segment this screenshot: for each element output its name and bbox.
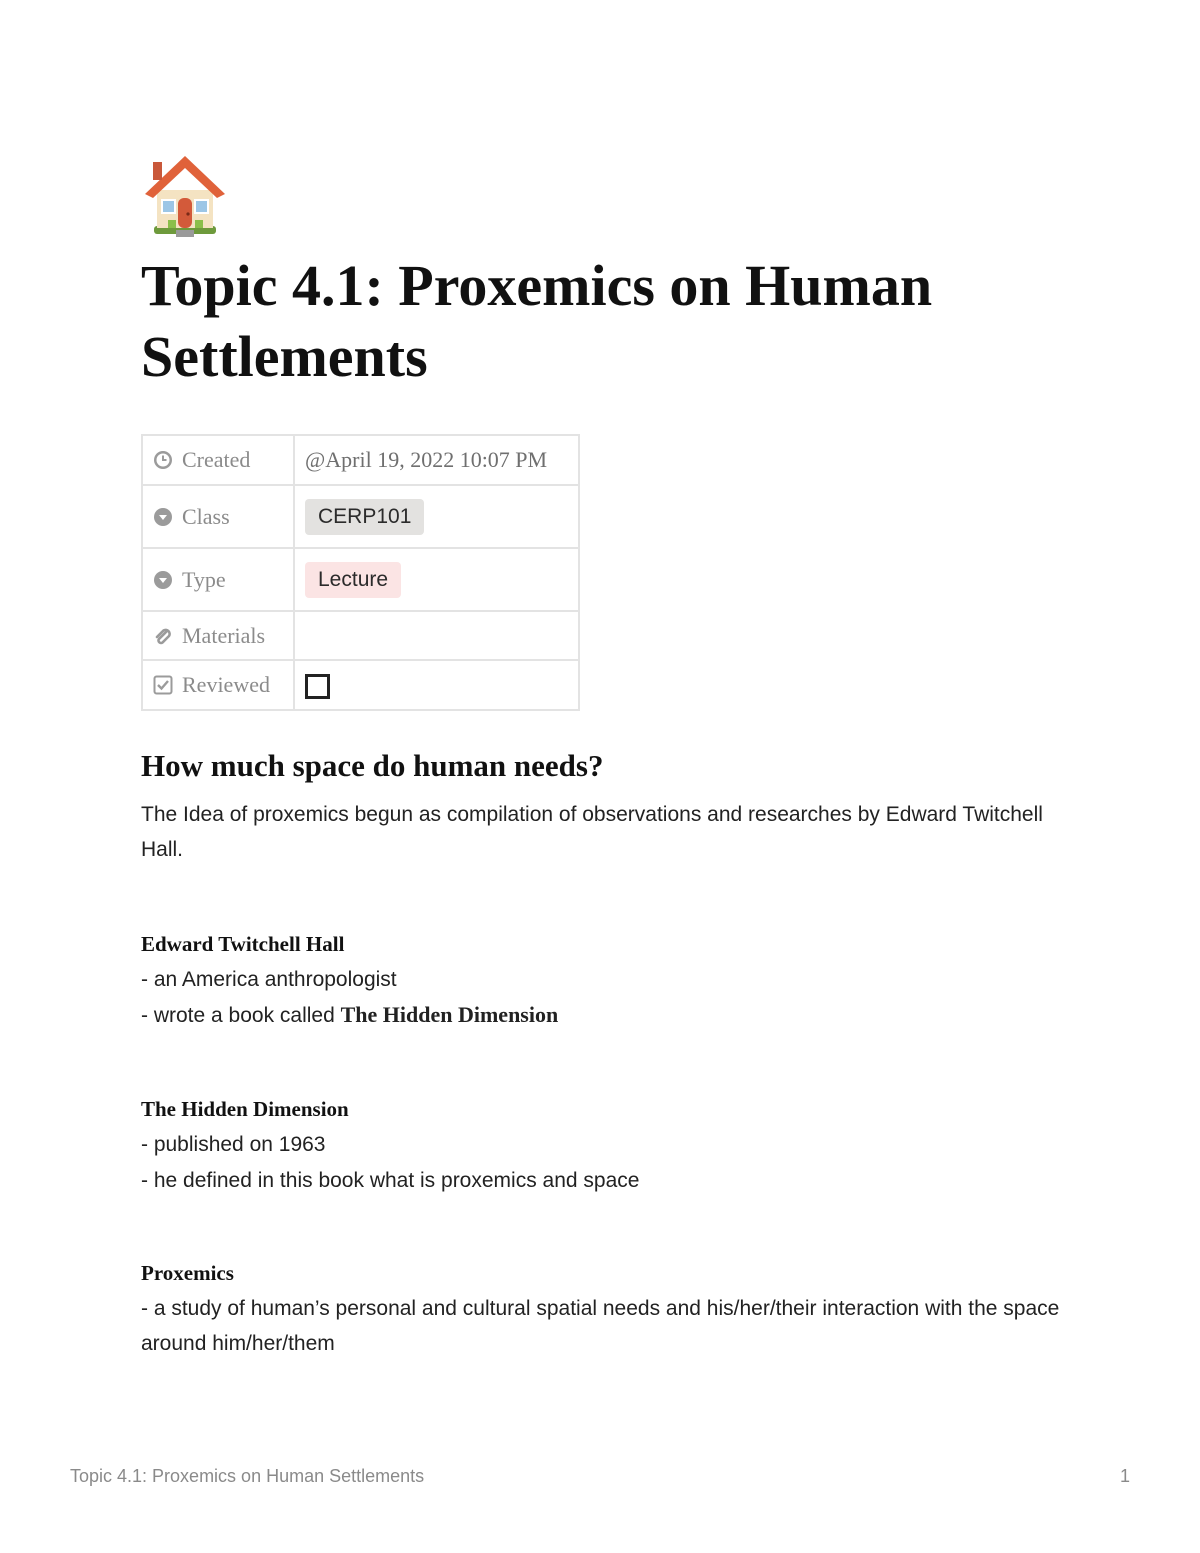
property-label: Class bbox=[182, 503, 230, 529]
list-item: - a study of human’s personal and cultural spatial needs and his/her/their interaction with the space around him/her/them bbox=[141, 1297, 1060, 1355]
page-title: Topic 4.1: Proxemics on Human Settlements bbox=[141, 253, 933, 389]
property-label: Reviewed bbox=[182, 672, 270, 697]
checkbox-icon bbox=[153, 675, 173, 695]
paperclip-icon bbox=[153, 626, 173, 646]
property-row-reviewed bbox=[142, 660, 579, 710]
book-title: The Hidden Dimension bbox=[340, 1002, 559, 1027]
property-row-created bbox=[142, 435, 579, 485]
property-row-class bbox=[142, 485, 579, 548]
property-row-type bbox=[142, 548, 579, 611]
list-item: - an America anthropologist bbox=[141, 968, 397, 991]
subheading-hidden-dimension: The Hidden Dimension bbox=[141, 1097, 349, 1121]
select-icon bbox=[153, 570, 173, 590]
property-row-materials bbox=[142, 611, 579, 660]
property-label: Type bbox=[182, 566, 226, 592]
subheading-proxemics: Proxemics bbox=[141, 1261, 234, 1285]
page-number: 1 bbox=[1119, 1466, 1130, 1486]
reviewed-checkbox[interactable] bbox=[305, 674, 330, 699]
property-key-class bbox=[142, 485, 294, 548]
subheading-edward-hall: Edward Twitchell Hall bbox=[141, 932, 345, 956]
section-heading: How much space do human needs? bbox=[141, 748, 604, 783]
property-label: Materials bbox=[182, 622, 266, 648]
property-value-reviewed bbox=[294, 660, 579, 710]
property-value-type bbox=[294, 548, 579, 611]
house-icon bbox=[140, 150, 230, 240]
property-key-reviewed bbox=[142, 660, 294, 710]
footer-title: Topic 4.1: Proxemics on Human Settlements bbox=[70, 1466, 425, 1486]
property-key-created bbox=[142, 435, 294, 485]
property-value-class bbox=[294, 485, 579, 548]
select-icon bbox=[153, 507, 173, 527]
property-value-created[interactable]: @April 19, 2022 10:07 PM bbox=[294, 435, 579, 485]
class-tag[interactable]: CERP101 bbox=[305, 499, 424, 535]
properties-table bbox=[141, 434, 580, 711]
list-item: - he defined in this book what is proxemics and space bbox=[141, 1169, 640, 1192]
property-label: Created bbox=[182, 447, 251, 472]
property-key-type bbox=[142, 548, 294, 611]
list-item-text: - wrote a book called bbox=[141, 1004, 341, 1027]
intro-paragraph: The Idea of proxemics begun as compilation of observations and researches by Edward Twitchell Hall. bbox=[141, 803, 1043, 861]
property-value-materials[interactable] bbox=[294, 611, 579, 660]
list-item bbox=[141, 997, 1081, 1033]
list-item: - published on 1963 bbox=[141, 1133, 326, 1156]
clock-icon bbox=[153, 450, 173, 470]
type-tag[interactable]: Lecture bbox=[305, 562, 401, 598]
property-key-materials bbox=[142, 611, 294, 660]
